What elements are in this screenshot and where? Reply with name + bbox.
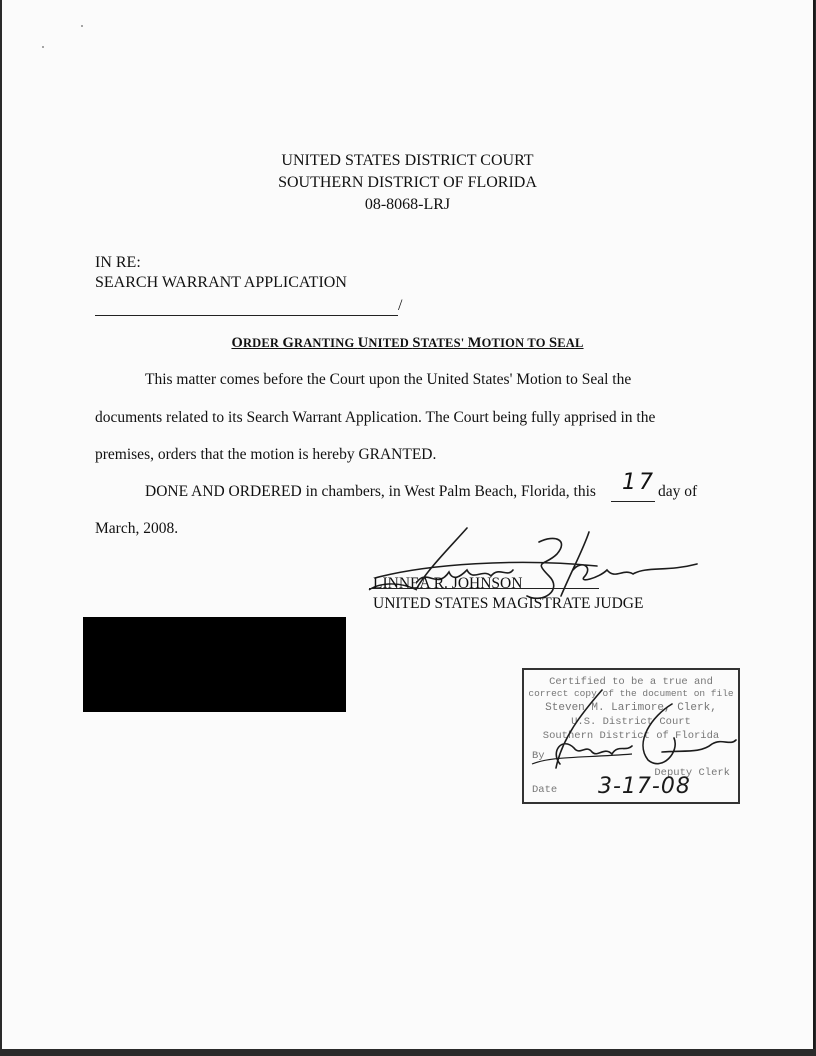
- judge-title: UNITED STATES MAGISTRATE JUDGE: [373, 595, 644, 612]
- redaction-box: [83, 617, 346, 712]
- stamp-by-label: By: [532, 750, 545, 762]
- scan-speck: [42, 46, 44, 48]
- judge-name: LINNEA R. JOHNSON: [373, 575, 523, 592]
- scan-speck: [81, 25, 83, 27]
- stamp-handwritten-date: 3-17-08: [598, 774, 691, 799]
- stamp-line-2: correct copy of the document on file: [528, 688, 734, 699]
- date-line: March, 2008.: [95, 520, 179, 537]
- stamp-date-label: Date: [532, 784, 558, 796]
- stamp-deputy-label: Deputy Clerk: [654, 767, 730, 779]
- done-and-ordered-line: DONE AND ORDERED in chambers, in West Palm Beach, Florida, this: [145, 483, 596, 500]
- case-number: 08-8068-LRJ: [364, 196, 451, 213]
- day-of-text: day of: [658, 483, 698, 500]
- stamp-line-1: Certified to be a true and: [549, 676, 713, 688]
- document-page: [2, 0, 815, 1049]
- body-line-1: This matter comes before the Court upon the United States' Motion to Seal the: [145, 371, 632, 388]
- court-name: UNITED STATES DISTRICT COURT: [281, 152, 534, 169]
- caption-rule: [95, 315, 398, 316]
- district-name: SOUTHERN DISTRICT OF FLORIDA: [278, 174, 537, 191]
- stamp-line-3: Steven M. Larimore, Clerk,: [545, 702, 717, 714]
- stamp-line-5: Southern District of Florida: [542, 730, 720, 742]
- matter-title: SEARCH WARRANT APPLICATION: [95, 274, 347, 291]
- deputy-clerk-signature: [522, 668, 740, 804]
- day-blank: [611, 501, 655, 502]
- in-re-label: IN RE:: [95, 254, 141, 271]
- body-line-2: documents related to its Search Warrant Application. The Court being fully apprised in the: [95, 409, 656, 426]
- caption-slash: /: [398, 297, 403, 314]
- handwritten-day: 17: [622, 470, 656, 495]
- stamp-line-4: U.S. District Court: [571, 716, 691, 728]
- order-title: ORDER GRANTING UNITED STATES' MOTION TO SEAL: [231, 335, 584, 351]
- body-line-3: premises, orders that the motion is hereby GRANTED.: [95, 446, 437, 463]
